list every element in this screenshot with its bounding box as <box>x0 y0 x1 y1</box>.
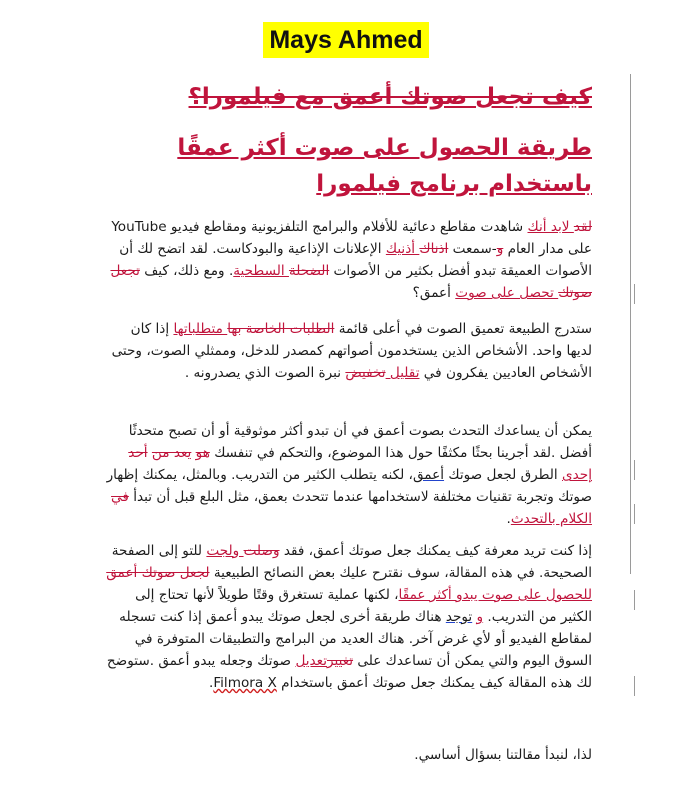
tracked-deletion: و <box>496 241 504 257</box>
body-text: أعمق؟ <box>412 285 456 301</box>
tracked-insertion: تحصل على صوت <box>455 285 559 301</box>
tracked-deletion: لجعل صوتك أعمق <box>106 565 210 581</box>
body-text: . ومع ذلك، كيف <box>139 263 234 279</box>
tracked-insertion: السطحية <box>233 263 289 279</box>
tracked-deletion: في <box>111 489 129 505</box>
tracked-insertion: لابد أنك <box>527 219 574 235</box>
tracked-deletion: كيف تجعل صوتك أعمق مع فيلمورا؟ <box>188 84 592 110</box>
tracked-insertion: للحصول على صوت يبدو أكثر عمقًا <box>398 587 592 603</box>
body-text: هناك طريقة أخرى لجعل صوتك يبدو أعمق إذا كنت تسجله لمقاطع الفيديو أو لأي غرض آخر. هناك العديد من البرامج والتطبيقات المتوفرة في السوق اليوم والتي يمكن أن تساعدك على <box>119 609 592 669</box>
body-text: شاهدت مقاطع دعائية للأفلام والبرامج التلفزيونية ومقاطع فيديو YouTube على مدار العام <box>111 219 592 257</box>
body-text: إذا كان لديها واحد. الأشخاص الذين يستخدمون أصواتهم كمصدر للدخل، وممثلي الصوت، وحتى الأشخاص العاديين يفكرون في <box>111 321 592 381</box>
paragraph-closing: لذا، لنبدأ مقالتنا بسؤال أساسي. <box>414 747 592 763</box>
body-text: الإعلانات الإذاعية والبودكاست. لقد اتضح لك أن الأصوات العميقة تبدو أفضل بكثير من الأصوات <box>119 241 592 279</box>
tracked-deletion: الطلبات الخاصة بها <box>227 321 335 337</box>
body-text: الطرق لجعل صوتك <box>444 467 563 483</box>
tracked-insertion: و <box>476 609 484 625</box>
body-text: -سمعت <box>448 241 497 257</box>
change-marker <box>634 504 635 524</box>
tracked-deletion: وصلت <box>243 543 280 559</box>
change-bar <box>630 74 631 574</box>
paragraph-filmora <box>104 540 592 694</box>
tracked-deletion: تجعل صوتك <box>110 263 592 301</box>
body-text: يمكن أن يساعدك التحدث بصوت أعمق في أن تبدو أكثر موثوقية أو أن تصبح متحدثًا أفضل .لقد أجرينا بحثًا مكثفًا حول هذا الموضوع، والتحكم في تنفسك <box>128 423 592 461</box>
tracked-deletion: يعد من <box>151 445 192 461</box>
change-marker <box>634 676 635 696</box>
paragraph-intro <box>104 216 592 304</box>
tracked-deletion: الضحلة <box>288 263 330 279</box>
tracked-deletion: اذناك <box>419 241 449 257</box>
tracked-insertion: متطلباتها <box>173 321 228 337</box>
author-header <box>0 22 692 58</box>
tracked-insertion: إحدى <box>562 467 592 483</box>
tracked-deletion: أحد <box>128 445 148 461</box>
tracked-deletion: هو <box>195 445 210 461</box>
change-marker <box>634 460 635 480</box>
paragraph-breathing <box>104 420 592 530</box>
title-deleted <box>104 80 592 114</box>
author-name: Mays Ahmed <box>263 22 428 58</box>
body-text: ستدرج الطبيعة تعميق الصوت في أعلى قائمة <box>334 321 592 337</box>
body-text: نبرة الصوت الذي يصدرونه . <box>184 365 346 381</box>
tracked-insertion: تعديل <box>295 653 327 669</box>
tracked-insertion: أذنيك <box>385 241 420 257</box>
spelling-flag: Filmora X <box>213 675 277 691</box>
body-text: ، لكنها عملية تستغرق وقتًا طويلاً لأنها تحتاج إلى الكثير من التدريب. <box>135 587 592 625</box>
body-text: . <box>209 675 214 691</box>
title-inserted: طريقة الحصول على صوت أكثر عمقًا باستخدام برنامج فيلمورا <box>177 135 592 197</box>
tracked-deletion: لقد <box>573 219 592 235</box>
body-text: للتو إلى الصفحة الصحيحة. في هذه المقالة، سوف نقترح عليك بعض النصائح الطبيعية <box>111 543 592 581</box>
tracked-deletion: تغيير <box>327 653 354 669</box>
tracked-insertion: ولجت <box>206 543 244 559</box>
body-text: . <box>506 511 511 527</box>
grammar-flag: أعمق <box>412 467 445 483</box>
tracked-deletion: تخفيض <box>345 365 386 381</box>
change-marker <box>634 284 635 304</box>
tracked-insertion: تقليل <box>385 365 420 381</box>
body-text: ، لكنه يتطلب الكثير من التدريب. وبالمثل، يمكنك إظهار صوتك وتجربة تقنيات مختلفة لاستخدامها عندما تتحدث بعمق، مثل البلع قبل أن تبدأ <box>106 467 592 505</box>
tracked-insertion: الكلام بالتحدث <box>510 511 592 527</box>
paragraph-nature <box>104 318 592 384</box>
body-text: إذا كنت تريد معرفة كيف يمكنك جعل صوتك أعمق، فقد <box>279 543 592 559</box>
body-text: صوتك وجعله يبدو أعمق .ستوضح لك هذه المقالة كيف يمكنك جعل صوتك أعمق باستخدام <box>106 653 592 691</box>
change-marker <box>634 590 635 610</box>
grammar-flag: توجد <box>445 609 473 625</box>
